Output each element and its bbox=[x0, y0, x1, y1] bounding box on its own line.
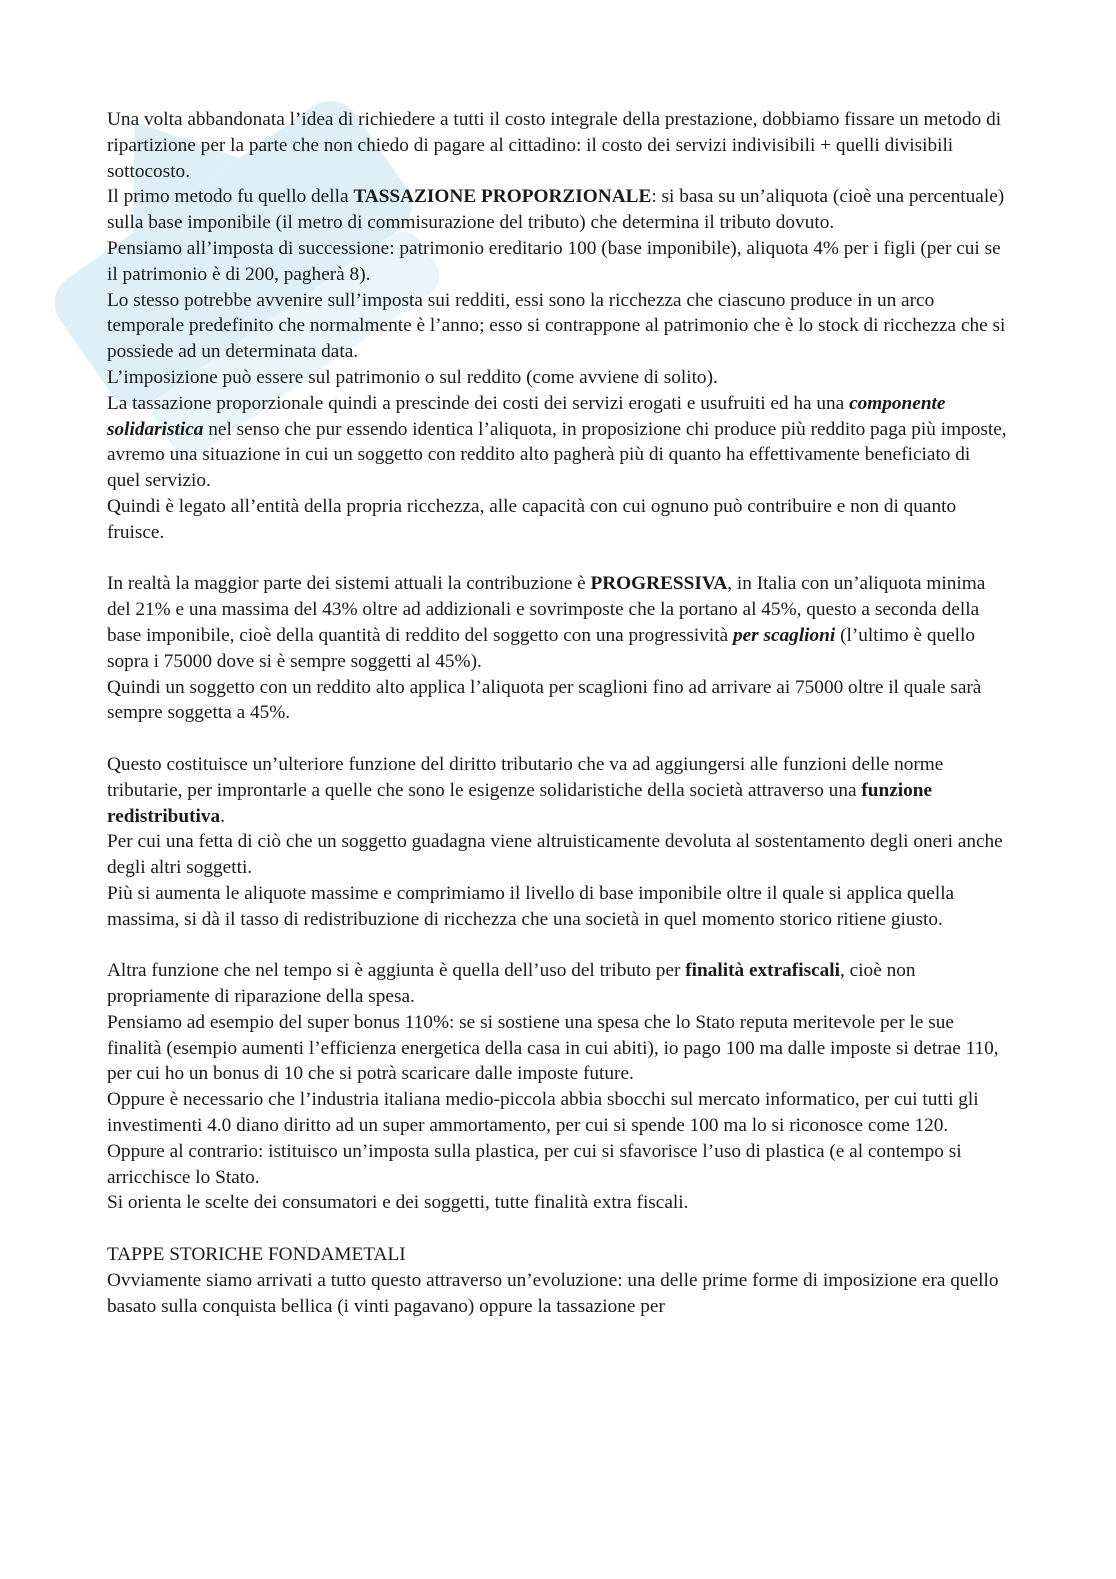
paragraph bbox=[107, 829, 1007, 881]
paragraph bbox=[107, 881, 1007, 933]
text-run: Pensiamo ad esempio del super bonus 110%: se si sostiene una spesa che lo Stato reputa meritevole per le sue finalità (esempio aumenti l’efficienza energetica della casa in cui abiti), io pago 100 ma dalle imposte si detrae 110, per cui ho un bonus di 10 che si potrà scaricare dalle imposte future. bbox=[107, 1011, 999, 1085]
paragraph bbox=[107, 675, 1007, 727]
text-run: Il primo metodo fu quello della bbox=[107, 186, 354, 208]
paragraph bbox=[107, 236, 1007, 288]
paragraph bbox=[107, 1268, 1007, 1320]
text-run: In realtà la maggior parte dei sistemi attuali la contribuzione è bbox=[107, 573, 591, 595]
text-run: L’imposizione può essere sul patrimonio o sul reddito (come avviene di solito). bbox=[107, 366, 718, 388]
text-run: , in Italia con un’aliquota minima del 21% e una massima del 43% oltre ad addizionali e sovrimposte che la portano al 45%, questo a seconda della base imponibile, cioè della quantità di reddito del soggetto con una progressività bbox=[107, 573, 986, 646]
text-run: Ovviamente siamo arrivati a tutto questo attraverso un’evoluzione: una delle prime forme di imposizione era quello basato sulla conquista bellica (i vinti pagavano) oppure la tassazione per bbox=[107, 1269, 999, 1317]
text-run: Altra funzione che nel tempo si è aggiunta è quella dell’uso del tributo per bbox=[107, 960, 686, 982]
paragraph bbox=[107, 1139, 1007, 1191]
paragraph bbox=[107, 958, 1007, 1010]
text-run: La tassazione proporzionale quindi a prescinde dei costi dei servizi erogati e usufruiti ed ha una bbox=[107, 392, 850, 414]
text-run: . bbox=[220, 805, 226, 827]
bold-italic-run bbox=[733, 625, 835, 646]
paragraph bbox=[107, 1242, 1007, 1268]
paragraph bbox=[107, 391, 1007, 494]
text-run: TAPPE STORICHE FONDAMETALI bbox=[107, 1244, 406, 1266]
text-run: , cioè non propriamente di riparazione della spesa. bbox=[107, 960, 916, 1008]
text-run: Pensiamo all’imposta di successione: patrimonio ereditario 100 (base imponibile), aliquota 4% per i figli (per cui se il patrimonio è di 200, pagherà 8). bbox=[107, 237, 1001, 285]
bold-run: finalità extrafiscali bbox=[685, 960, 840, 982]
paragraph bbox=[107, 752, 1007, 829]
paragraph bbox=[107, 571, 1007, 674]
text-run: Oppure è necessario che l’industria italiana medio-piccola abbia sbocchi sul mercato informatico, per cui tutti gli investimenti 4.0 diano diritto ad un super ammortamento, per cui si spende 100 ma lo si riconosce come 120. bbox=[107, 1089, 979, 1137]
text-run: Lo stesso potrebbe avvenire sull’imposta sui redditi, essi sono la ricchezza che ciascuno produce in un arco temporale predefinito che normalmente è l’anno; esso si contrappone al patrimonio che è lo stock di ricchezza che si possiede ad un determinata data. bbox=[107, 289, 1006, 363]
paragraph bbox=[107, 365, 1007, 391]
emphasis-text: per scaglioni bbox=[732, 624, 836, 646]
text-run: Più si aumenta le aliquote massime e comprimiamo il livello di base imponibile oltre il quale si applica quella massima, si dà il tasso di redistribuzione di ricchezza che una società in quel momento storico ritiene giusto. bbox=[107, 882, 955, 930]
paragraph bbox=[107, 494, 1007, 546]
paragraph bbox=[107, 1190, 1007, 1216]
text-run: Questo costituisce un’ulteriore funzione del diritto tributario che va ad aggiungersi alle funzioni delle norme tributarie, per improntarle a quelle che sono le esigenze solidaristiche della società attraverso una bbox=[107, 753, 944, 801]
bold-run: PROGRESSIVA bbox=[590, 573, 728, 595]
emphasis-text: componente solidaristica bbox=[107, 392, 946, 440]
paragraph bbox=[107, 288, 1007, 365]
text-run: Una volta abbandonata l’idea di richiedere a tutti il costo integrale della prestazione, dobbiamo fissare un metodo di ripartizione per la parte che non chiedo di pagare al cittadino: il costo dei servizi indivisibili + quelli divisibili sottocosto. bbox=[107, 109, 1002, 182]
text-run: Oppure al contrario: istituisco un’imposta sulla plastica, per cui si sfavorisce l’uso di plastica (e al contempo si arricchisce lo Stato. bbox=[107, 1140, 962, 1188]
paragraph-gap bbox=[107, 546, 1007, 572]
bold-run: TASSAZIONE PROPORZIONALE bbox=[353, 186, 652, 208]
paragraph bbox=[107, 1087, 1007, 1139]
bold-run: funzione redistributiva bbox=[107, 779, 933, 827]
text-run: Si orienta le scelte dei consumatori e dei soggetti, tutte finalità extra fiscali. bbox=[107, 1192, 689, 1214]
text-run: nel senso che pur essendo identica l’aliquota, in proposizione chi produce più reddito paga più imposte, avremo una situazione in cui un soggetto con reddito alto pagherà più di quanto ha effettivamente beneficiato di quel servizio. bbox=[107, 418, 1007, 492]
paragraph-gap bbox=[107, 726, 1007, 752]
paragraph bbox=[107, 107, 1007, 184]
text-run: Quindi un soggetto con un reddito alto applica l’aliquota per scaglioni fino ad arrivare ai 75000 oltre il quale sarà sempre soggetta a 45%. bbox=[107, 676, 982, 724]
text-run: Per cui una fetta di ciò che un soggetto guadagna viene altruisticamente devoluta al sostentamento degli oneri anche degli altri soggetti. bbox=[107, 831, 1003, 879]
paragraph bbox=[107, 184, 1007, 236]
text-run: (l’ultimo è quello sopra i 75000 dove si è sempre soggetti al 45%). bbox=[107, 624, 976, 672]
document-page bbox=[107, 107, 1007, 1319]
text-run: Quindi è legato all’entità della propria ricchezza, alle capacità con cui ognuno può contribuire e non di quanto fruisce. bbox=[107, 495, 957, 543]
paragraph-gap bbox=[107, 1216, 1007, 1242]
paragraph bbox=[107, 1010, 1007, 1087]
text-run: : si basa su un’aliquota (cioè una percentuale) sulla base imponibile (il metro di commisurazione del tributo) che determina il tributo dovuto. bbox=[107, 186, 1005, 234]
paragraph-gap bbox=[107, 933, 1007, 959]
